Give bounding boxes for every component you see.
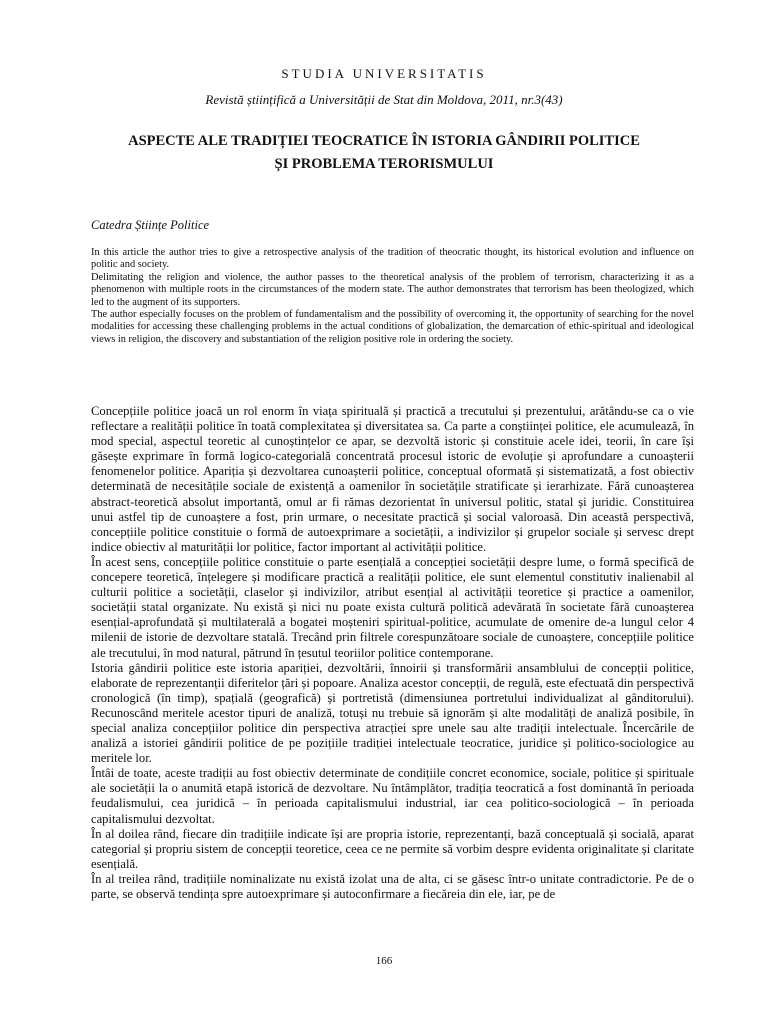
article-title [60, 130, 708, 176]
body-paragraph: În acest sens, concepțiile politice constituie o parte esențială a concepției societății despre lume, o formă specifică de concepere teoretică, înțelegere și modificare practică a realității politice, ele sunt elementul constitutiv inalienabil al culturii politice a societății, claselor și indivizilor, atribut esențial al activității teoretice și practice a oamenilor, societății statal organizate. Nu există și nici nu poate exista cultură politică adevărată în societate fără cunoașterea esențial-aprofundată și multilaterală a bogatei moșteniri spiritual-politice, acumulate de omenire de-a lungul celor 4 milenii de istorie de dezvoltare statală. Trecând prin filtrele corespunzătoare sociale de cunoaștere, concepțiile politice ale trecutului, în mod natural, pătrund în țesutul teoriilor politice contemporane. [91, 554, 694, 660]
abstract-paragraph: Delimitating the religion and violence, the author passes to the theoretical analysis of the problem of terrorism, characterizing it as a phenomenon with multiple roots in the circumstances of the modern state. The author demonstrates that terrorism has been theologized, which led to the augment of its supporters. [91, 271, 694, 308]
page-number: 166 [375, 955, 393, 967]
body-paragraph: Întâi de toate, aceste tradiții au fost obiectiv determinate de condițiile concret economice, sociale, politice și spirituale ale societății la o anumită etapă istorică de dezvoltare. Nu întâmplător, tradiția teocratică a fost dominantă în perioada feudalismului, cea juridică – în perioada capitalismului industrial, iar cea politico-sociologică – în perioada capitalismului dezvoltat. [91, 766, 694, 826]
body-paragraph: Concepțiile politice joacă un rol enorm în viața spirituală și practică a trecutului și prezentului, arătându-se ca o vie reflectare a realității politice în toată complexitatea și diversitatea sa. Ca parte a conștiinței politice, ele acumulează, în mod special, aspectul teoretic al cunoștințelor ce apar, se dezvoltă istoric și constituie acele idei, teorii, în care își găsește exprimare în formă logico-categorială concentrată procesul istoric de evoluție și aprofundare a cunoașterii fenomenelor politice. Apariția și dezvoltarea cunoașterii politice, conceptual oformată și sistematizată, a fost obiectiv determinată de necesitățile sociale de existență a oamenilor în societățile stratificate și ierarhizate. Fără cunoașterea abstract-teoretică absolut importantă, omul ar fi rămas dezorientat în universul politic, statal și juridic. Constituirea unui astfel tip de cunoaștere a fost, prin urmare, o necesitate practică și social valoroasă. Din această perspectivă, concepțiile politice constituie o formă de autoexprimare a societății, a indivizilor și grupelor sociale și servesc drept indice obiectiv al maturității lor politice, factor important al activității politice. [91, 404, 694, 554]
article-body [91, 404, 694, 902]
article-title-line-1: ASPECTE ALE TRADIȚIEI TEOCRATICE ÎN ISTORIA GÂNDIRII POLITICE [128, 133, 640, 149]
abstract-paragraph: The author especially focuses on the problem of fundamentalism and the possibility of overcoming it, the opportunity of searching for the novel modalities for accessing these challenging problems in the actual conditions of globalization, the demarcation of ethic-spiritual and ideological views in religion, the discovery and substantiation of the religion positive role in ordering the society. [91, 309, 694, 345]
article-title-line-2: ȘI PROBLEMA TERORISMULUI [274, 156, 494, 172]
body-paragraph: În al treilea rând, tradițiile nominalizate nu există izolat una de alta, ci se găsesc într-o unitate contradictorie. Pe de o parte, se observă tendința spre autoexprimare și autoconfirmare a fiecăreia din ele, iar, pe de [91, 871, 694, 901]
department-affiliation: Catedra Științe Politice [91, 218, 210, 232]
journal-name: STUDIA UNIVERSITATIS [281, 66, 487, 81]
abstract [91, 247, 694, 346]
body-paragraph: În al doilea rând, fiecare din tradițiile indicate își are propria istorie, reprezentanți, bază conceptuală și socială, aparat categorial și propriu sistem de concepții teoretice, ceea ce ne permite să vorbim despre evidenta originalitate și claritate esențială. [91, 826, 694, 871]
body-paragraph: Istoria gândirii politice este istoria apariției, dezvoltării, înnoirii și transformării ansamblului de concepții politice, elaborate de reprezentanții diferitelor țări și popoare. Analiza acestor concepții, de regulă, este efectuată din perspectivă cronologică (în timp), spațială (geografică) și portretistă (dimensiunea portretului individualizat al gânditorului). Recunoscând meritele acestor tipuri de analiză, totuși nu trebuie să ignorăm și alte modalități de analiză posibile, în special analiza concepțiilor politice din perspectiva atracției spre unele sau alte tradiții intelectuale. Încercările de analiză a istoriei gândirii politice de pe pozițiile tradiției intelectuale teocratice, juridice și politico-sociologice au meritele lor. [91, 660, 694, 766]
abstract-paragraph: In this article the author tries to give a retrospective analysis of the tradition of theocratic thought, its historical evolution and influence on politic and society. [91, 247, 694, 271]
journal-subtitle: Revistă științifică a Universității de Stat din Moldova, 2011, nr.3(43) [205, 92, 563, 107]
